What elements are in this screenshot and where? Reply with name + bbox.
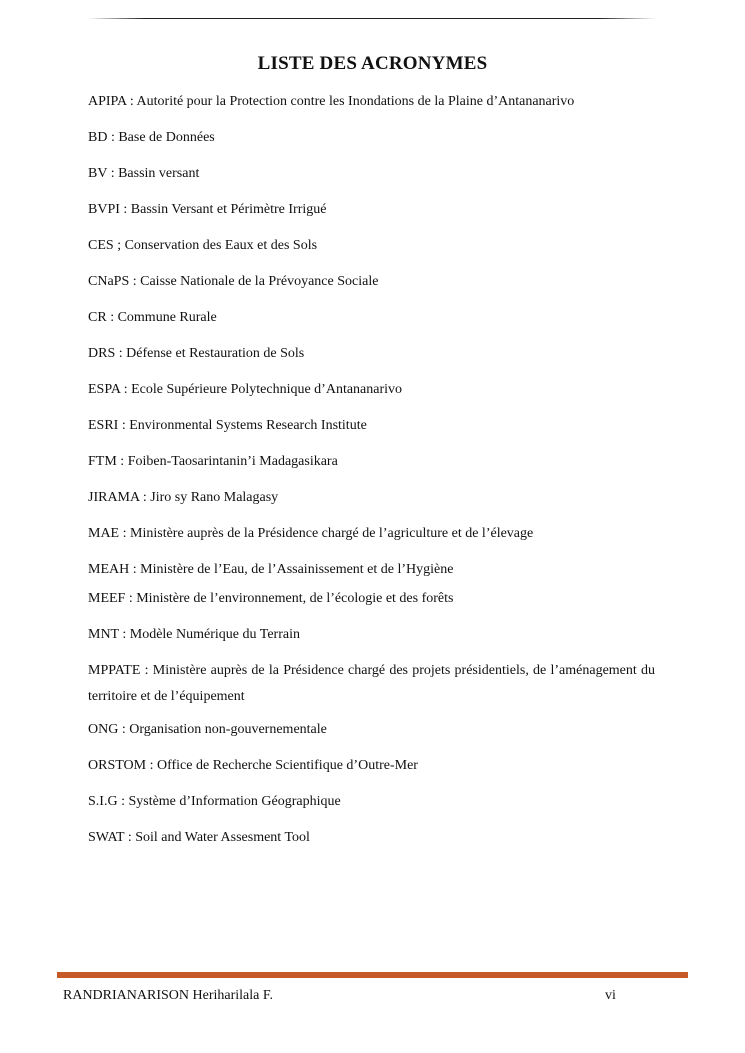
acronym-separator: : xyxy=(124,830,136,845)
acronym-separator: ; xyxy=(113,238,125,253)
acronym-entry xyxy=(88,344,655,364)
acronym-entry xyxy=(88,416,655,436)
acronym-definition: Défense et Restauration de Sols xyxy=(126,346,305,361)
acronym: SWAT xyxy=(88,830,125,845)
acronym-separator: : xyxy=(125,591,137,606)
acronym-definition: Modèle Numérique du Terrain xyxy=(129,627,300,642)
acronym: MNT xyxy=(88,627,119,642)
header-rule xyxy=(88,18,656,19)
acronym: BVPI xyxy=(88,202,120,217)
acronym-separator: : xyxy=(140,663,153,678)
acronym-entry xyxy=(88,452,655,472)
acronym-separator: : xyxy=(118,722,130,737)
acronym-definition: Ministère auprès de la Présidence chargé des projets présidentiels, de l’aménagement du territoire et de l’équipement xyxy=(88,663,656,704)
acronym-definition: Base de Données xyxy=(118,130,215,145)
acronym-separator: : xyxy=(120,382,132,397)
acronym-separator: : xyxy=(115,346,127,361)
acronym: FTM xyxy=(88,454,117,469)
acronym-separator: : xyxy=(116,454,128,469)
acronym: CNaPS xyxy=(88,274,130,289)
acronym-definition: Soil and Water Assesment Tool xyxy=(135,830,310,845)
acronym-entry xyxy=(88,720,655,740)
acronym-entry xyxy=(88,272,655,292)
acronym-definition: Environmental Systems Research Institute xyxy=(129,418,367,433)
footer-author: RANDRIANARISON Heriharilala F. xyxy=(63,988,274,1003)
acronym: BD xyxy=(88,130,108,145)
acronym-entry xyxy=(88,92,655,112)
acronym: MEEF xyxy=(88,591,126,606)
acronym-separator: : xyxy=(118,418,130,433)
acronym-definition: Ecole Supérieure Polytechnique d’Antananarivo xyxy=(131,382,403,397)
acronym-entry xyxy=(88,625,655,645)
acronym-separator: : xyxy=(126,94,137,109)
acronym: DRS xyxy=(88,346,116,361)
acronym-entry xyxy=(88,658,655,710)
acronym-entry xyxy=(88,308,655,328)
acronym-entry xyxy=(88,488,655,508)
acronym-separator: : xyxy=(129,562,141,577)
acronym: ONG xyxy=(88,722,119,737)
acronym-separator: : xyxy=(107,130,119,145)
acronym-entry xyxy=(88,792,655,812)
page-title: LISTE DES ACRONYMES xyxy=(257,53,488,74)
footer-bar xyxy=(57,972,688,978)
acronym-entry xyxy=(88,828,655,848)
acronym-definition: Organisation non-gouvernementale xyxy=(129,722,327,737)
acronym-separator: : xyxy=(118,627,130,642)
acronym-entry xyxy=(88,236,655,256)
acronym: APIPA xyxy=(88,94,127,109)
acronym: JIRAMA xyxy=(88,490,140,505)
acronym-separator: : xyxy=(117,794,129,809)
acronym-entry xyxy=(88,756,655,776)
acronym-definition: Ministère auprès de la Présidence chargé de l’agriculture et de l’élevage xyxy=(130,526,534,541)
acronym: MPPATE xyxy=(88,663,141,678)
acronym: S.I.G xyxy=(88,794,118,809)
acronym-entry xyxy=(88,589,655,609)
acronym-separator: : xyxy=(139,490,151,505)
acronym-entry xyxy=(88,164,655,184)
acronym-definition: Jiro sy Rano Malagasy xyxy=(150,490,279,505)
acronym-definition: Ministère de l’Eau, de l’Assainissement et de l’Hygiène xyxy=(140,562,454,577)
acronym: ESRI xyxy=(88,418,119,433)
acronym-definition: Bassin versant xyxy=(118,166,200,181)
acronym-definition: Bassin Versant et Périmètre Irrigué xyxy=(130,202,327,217)
acronym-definition: Autorité pour la Protection contre les Inondations de la Plaine d’Antananarivo xyxy=(136,94,575,109)
acronym-definition: Conservation des Eaux et des Sols xyxy=(124,238,318,253)
acronym: ESPA xyxy=(88,382,121,397)
acronym-definition: Caisse Nationale de la Prévoyance Sociale xyxy=(140,274,379,289)
acronym-separator: : xyxy=(146,758,157,773)
acronym: BV xyxy=(88,166,108,181)
acronym-separator: : xyxy=(119,526,131,541)
acronym-definition: Office de Recherche Scientifique d’Outre-Mer xyxy=(156,758,418,773)
acronym-separator: : xyxy=(119,202,131,217)
acronym-entry xyxy=(88,380,655,400)
acronym-entry xyxy=(88,200,655,220)
acronym-definition: Système d’Information Géographique xyxy=(128,794,341,809)
acronym-separator: : xyxy=(129,274,141,289)
acronym-list xyxy=(88,92,655,864)
acronym-definition: Ministère de l’environnement, de l’écologie et des forêts xyxy=(136,591,454,606)
acronym: MEAH xyxy=(88,562,130,577)
acronym: CES xyxy=(88,238,114,253)
acronym-definition: Foiben-Taosarintanin’i Madagasikara xyxy=(127,454,338,469)
acronym-entry xyxy=(88,560,655,580)
acronym: ORSTOM xyxy=(88,758,147,773)
acronym-separator: : xyxy=(106,310,118,325)
acronym-separator: : xyxy=(107,166,119,181)
acronym-entry xyxy=(88,128,655,148)
acronym-entry xyxy=(88,524,655,544)
acronym: CR xyxy=(88,310,107,325)
acronym-definition: Commune Rurale xyxy=(117,310,217,325)
acronym: MAE xyxy=(88,526,120,541)
page-number: vi xyxy=(605,988,616,1003)
